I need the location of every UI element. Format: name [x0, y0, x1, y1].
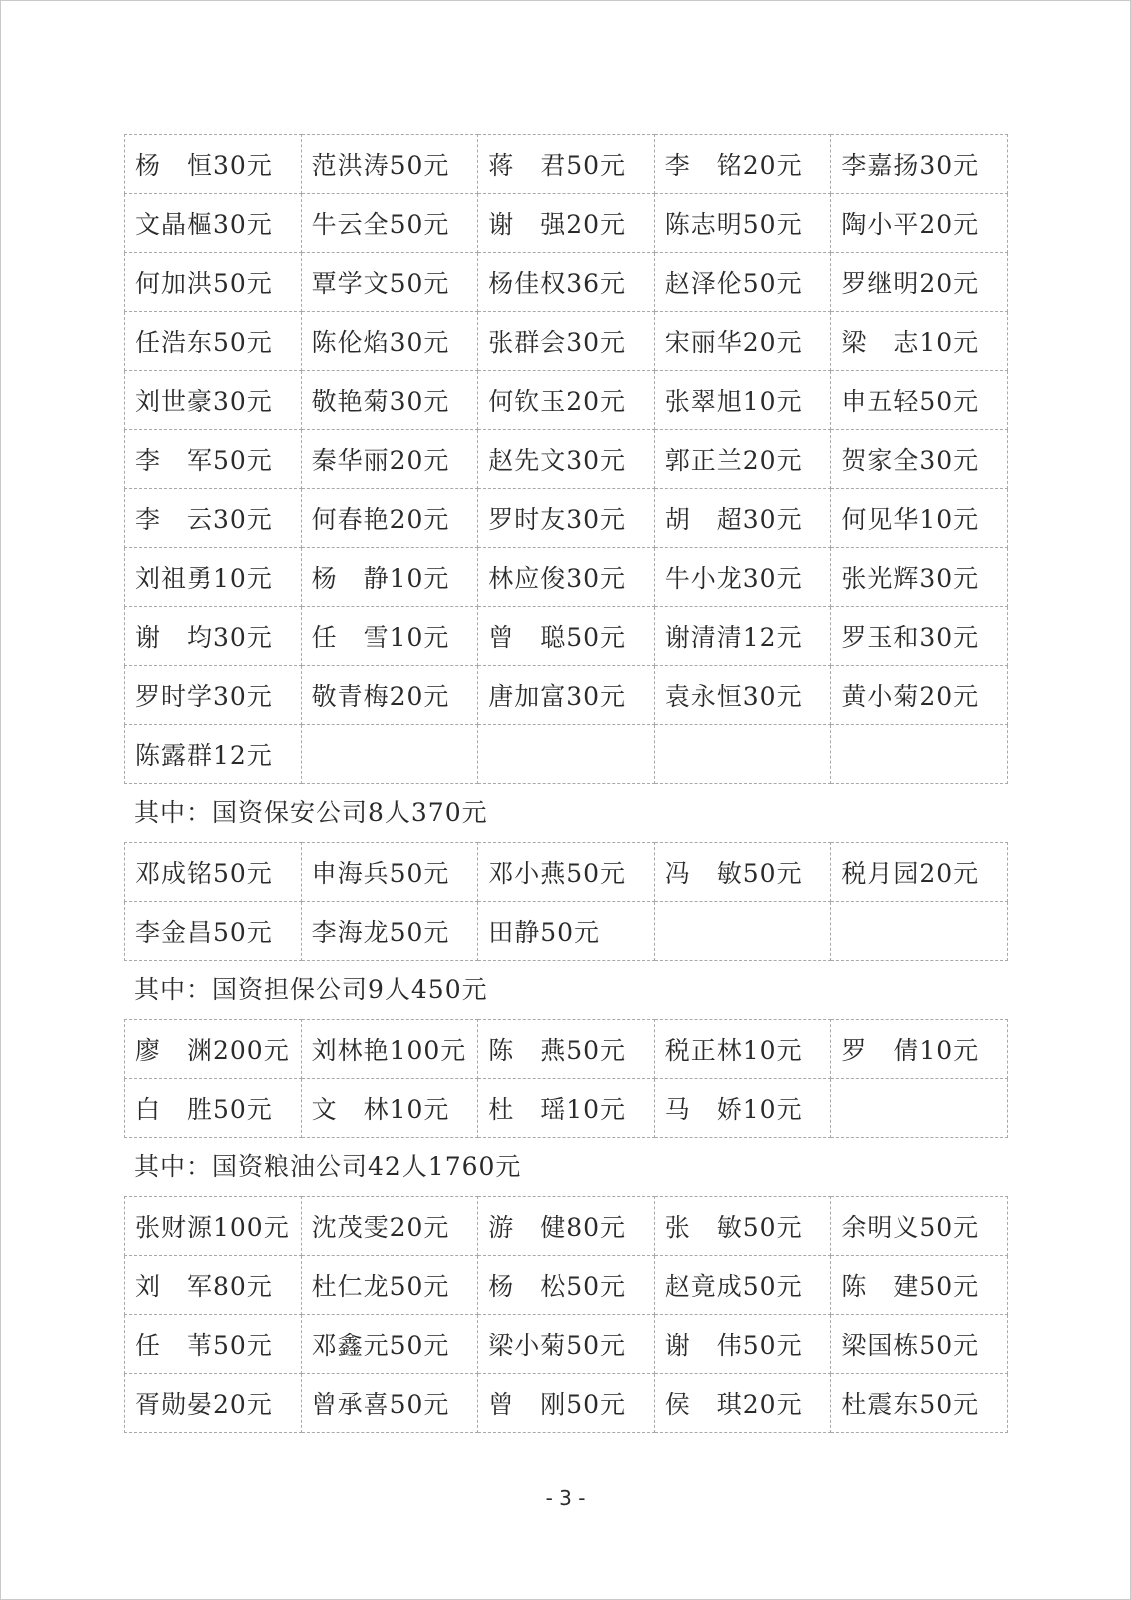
donor-cell: 张翠旭10元	[654, 371, 831, 430]
donor-cell: 杜 瑶10元	[478, 1079, 655, 1138]
donor-table	[124, 842, 1008, 961]
donor-cell: 谢 均30元	[125, 607, 302, 666]
donor-cell: 陈 燕50元	[478, 1020, 655, 1079]
donor-cell: 文晶樞30元	[125, 194, 302, 253]
donor-cell: 曾 刚50元	[478, 1374, 655, 1433]
donor-cell: 梁国栋50元	[831, 1315, 1008, 1374]
donation-list	[124, 134, 1008, 1433]
donor-cell: 何春艳20元	[301, 489, 478, 548]
donor-cell: 刘林艳100元	[301, 1020, 478, 1079]
table-row	[125, 1197, 1008, 1256]
donor-cell: 杨 静10元	[301, 548, 478, 607]
donor-cell: 谢 强20元	[478, 194, 655, 253]
donor-cell: 敬艳菊30元	[301, 371, 478, 430]
table-row	[125, 371, 1008, 430]
donor-cell: 税正林10元	[654, 1020, 831, 1079]
section-heading: 其中：国资保安公司8人370元	[134, 798, 488, 827]
table-row	[125, 725, 1008, 784]
donor-cell: 罗继明20元	[831, 253, 1008, 312]
donor-cell: 杨 恒30元	[125, 135, 302, 194]
donor-cell: 李金昌50元	[125, 902, 302, 961]
donor-cell: 邓鑫元50元	[301, 1315, 478, 1374]
donor-cell: 陈伦焰30元	[301, 312, 478, 371]
donor-cell: 罗时学30元	[125, 666, 302, 725]
donor-cell: 邓成铭50元	[125, 843, 302, 902]
page-number: - 3 -	[545, 1486, 586, 1510]
donor-cell: 宋丽华20元	[654, 312, 831, 371]
donor-cell: 刘世豪30元	[125, 371, 302, 430]
donor-cell: 刘祖勇10元	[125, 548, 302, 607]
donor-cell: 袁永恒30元	[654, 666, 831, 725]
donor-cell: 梁 志10元	[831, 312, 1008, 371]
table-row	[125, 843, 1008, 902]
donor-cell: 黄小菊20元	[831, 666, 1008, 725]
donor-cell: 廖 渊200元	[125, 1020, 302, 1079]
donor-cell: 张群会30元	[478, 312, 655, 371]
donor-cell: 蒋 君50元	[478, 135, 655, 194]
table-row	[125, 430, 1008, 489]
donor-table	[124, 134, 1008, 784]
donor-cell	[831, 725, 1008, 784]
donor-cell: 秦华丽20元	[301, 430, 478, 489]
donor-cell: 张财源100元	[125, 1197, 302, 1256]
donor-table	[124, 1196, 1008, 1433]
table-row	[125, 1374, 1008, 1433]
donor-cell: 谢 伟50元	[654, 1315, 831, 1374]
donor-cell: 游 健80元	[478, 1197, 655, 1256]
donor-cell: 李 云30元	[125, 489, 302, 548]
donor-cell: 陈 建50元	[831, 1256, 1008, 1315]
donor-cell: 何加洪50元	[125, 253, 302, 312]
donor-cell: 侯 琪20元	[654, 1374, 831, 1433]
table-row	[125, 1079, 1008, 1138]
donor-cell: 邓小燕50元	[478, 843, 655, 902]
donor-cell: 李 铭20元	[654, 135, 831, 194]
donor-cell: 赵竟成50元	[654, 1256, 831, 1315]
section-heading: 其中：国资粮油公司42人1760元	[134, 1152, 522, 1181]
donor-cell: 谢清清12元	[654, 607, 831, 666]
donor-cell	[654, 725, 831, 784]
donor-cell	[831, 1079, 1008, 1138]
donor-cell: 覃学文50元	[301, 253, 478, 312]
donor-cell: 陈志明50元	[654, 194, 831, 253]
donor-cell: 任浩东50元	[125, 312, 302, 371]
donor-cell: 郭正兰20元	[654, 430, 831, 489]
donor-cell: 田静50元	[478, 902, 655, 961]
donor-cell: 杨 松50元	[478, 1256, 655, 1315]
donor-cell: 罗玉和30元	[831, 607, 1008, 666]
donor-cell: 贺家全30元	[831, 430, 1008, 489]
donor-cell: 白 胜50元	[125, 1079, 302, 1138]
table-row	[125, 607, 1008, 666]
table-row	[125, 135, 1008, 194]
donor-table	[124, 1019, 1008, 1138]
donor-cell	[478, 725, 655, 784]
donor-cell: 陶小平20元	[831, 194, 1008, 253]
table-row	[125, 1020, 1008, 1079]
table-row	[125, 1315, 1008, 1374]
donor-cell: 马 娇10元	[654, 1079, 831, 1138]
table-row	[125, 489, 1008, 548]
donor-cell: 张 敏50元	[654, 1197, 831, 1256]
donor-cell: 唐加富30元	[478, 666, 655, 725]
donor-cell: 林应俊30元	[478, 548, 655, 607]
donor-cell: 杨佳权36元	[478, 253, 655, 312]
table-row	[125, 1256, 1008, 1315]
donor-cell: 李海龙50元	[301, 902, 478, 961]
donor-cell: 申五轻50元	[831, 371, 1008, 430]
donor-cell: 陈露群12元	[125, 725, 302, 784]
donor-cell: 杜仁龙50元	[301, 1256, 478, 1315]
donor-cell: 沈茂雯20元	[301, 1197, 478, 1256]
donor-cell: 余明义50元	[831, 1197, 1008, 1256]
table-row	[125, 194, 1008, 253]
donor-cell: 赵泽伦50元	[654, 253, 831, 312]
table-row	[125, 312, 1008, 371]
donor-cell	[654, 902, 831, 961]
donor-cell: 杜震东50元	[831, 1374, 1008, 1433]
table-row	[125, 253, 1008, 312]
table-row	[125, 548, 1008, 607]
table-row	[125, 902, 1008, 961]
donor-cell: 李 军50元	[125, 430, 302, 489]
donor-cell: 敬青梅20元	[301, 666, 478, 725]
donor-cell: 张光辉30元	[831, 548, 1008, 607]
table-row	[125, 666, 1008, 725]
donor-cell: 胥勋晏20元	[125, 1374, 302, 1433]
donor-cell: 税月园20元	[831, 843, 1008, 902]
donor-cell: 何钦玉20元	[478, 371, 655, 430]
donor-cell: 赵先文30元	[478, 430, 655, 489]
donor-cell: 曾 聪50元	[478, 607, 655, 666]
donor-cell: 范洪涛50元	[301, 135, 478, 194]
donor-cell: 罗时友30元	[478, 489, 655, 548]
donor-cell: 胡 超30元	[654, 489, 831, 548]
donor-cell: 冯 敏50元	[654, 843, 831, 902]
donor-cell: 刘 军80元	[125, 1256, 302, 1315]
donor-cell: 李嘉扬30元	[831, 135, 1008, 194]
donor-cell: 申海兵50元	[301, 843, 478, 902]
donor-cell: 梁小菊50元	[478, 1315, 655, 1374]
donor-cell	[831, 902, 1008, 961]
donor-cell: 罗 倩10元	[831, 1020, 1008, 1079]
donor-cell: 何见华10元	[831, 489, 1008, 548]
donor-cell: 文 林10元	[301, 1079, 478, 1138]
section-heading: 其中：国资担保公司9人450元	[134, 975, 488, 1004]
donor-cell	[301, 725, 478, 784]
donor-cell: 曾承喜50元	[301, 1374, 478, 1433]
donor-cell: 任 雪10元	[301, 607, 478, 666]
donor-cell: 牛小龙30元	[654, 548, 831, 607]
donor-cell: 牛云全50元	[301, 194, 478, 253]
donor-cell: 任 苇50元	[125, 1315, 302, 1374]
